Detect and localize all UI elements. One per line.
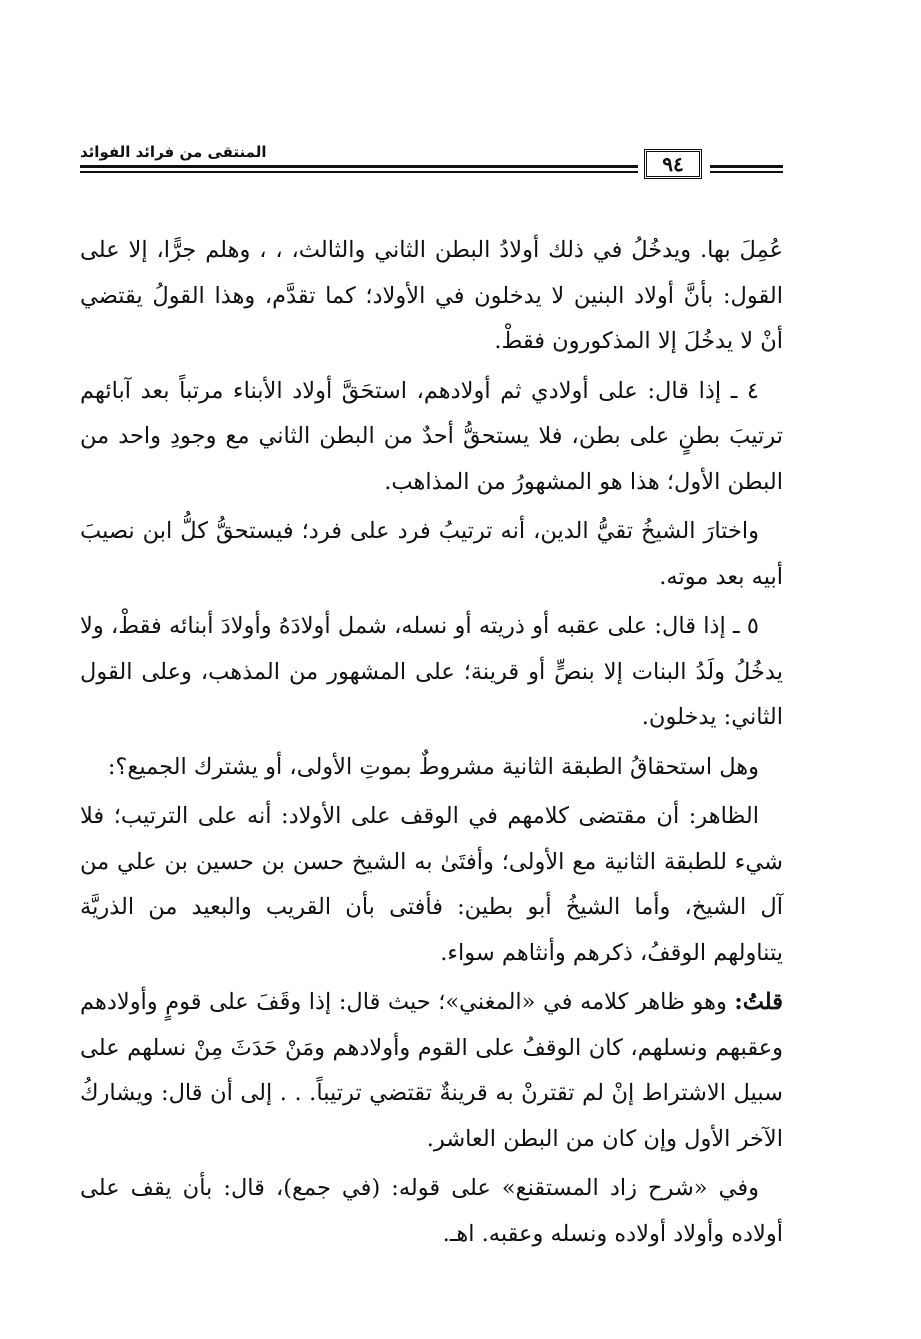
paragraph-text: وهو ظاهر كلامه في «المغني»؛ حيث قال: إذا وقَفَ على قومٍ وأولادهم وعقبهم ونسلهم، كان الوقفُ على القوم وأولادهم ومَنْ حَدَثَ مِنْ نسلهم على سبيل الاشتراط إنْ لم تقترنْ به قرينةٌ تقتضي ترتيباً. . . إلى أن قال: ويشاركُ الآخر الأول وإن كان من البطن العاشر. bbox=[80, 989, 783, 1152]
paragraph: عُمِلَ بها. ويدخُلُ في ذلك أولادُ البطن الثاني والثالث، ، ، وهلم جرًّا، إلا على القول: بأنَّ أولاد البنين لا يدخلون في الأولاد؛ كما تقدَّم، وهذا القولُ يقتضي أنْ لا يدخُلَ إلا المذكورون فقطْ. bbox=[80, 237, 783, 354]
header-rule bbox=[710, 165, 783, 168]
paragraph: واختارَ الشيخُ تقيُّ الدين، أنه ترتيبُ فرد على فرد؛ فيستحقُّ كلُّ ابن نصيبَ أبيه بعد موته. bbox=[80, 518, 783, 590]
header-rule bbox=[80, 171, 638, 173]
paragraph: ٥ ـ إذا قال: على عقبه أو ذريته أو نسله، شمل أولادَهُ وأولادَ أبنائه فقطْ، ولا يدخُلُ ولَدُ البنات إلا بنصٍّ أو قرينة؛ على المشهور من المذهب، وعلى القول الثاني: يدخلون. bbox=[80, 613, 783, 730]
book-title: المنتقى من فرائد الفوائد bbox=[80, 143, 267, 161]
paragraph: وفي «شرح زاد المستقنع» على قوله: (في جمع)، قال: بأن يقف على أولاده وأولاد أولاده ونسله وعقبه. اهـ. bbox=[80, 1175, 783, 1247]
header-rule bbox=[80, 165, 638, 168]
paragraph bbox=[80, 980, 783, 1162]
header-rule bbox=[710, 171, 783, 173]
page-number: ٩٤ bbox=[644, 149, 702, 179]
paragraph: الظاهر: أن مقتضى كلامهم في الوقف على الأولاد: أنه على الترتيب؛ فلا شيء للطبقة الثانية مع الأولى؛ وأفتَىٰ به الشيخ حسن بن حسين بن علي من آل الشيخ، وأما الشيخُ أبو بطين: فأفتى بأن القريب والبعيد من الذريَّة يتناولهم الوقفُ، ذكرهم وأنثاهم سواء. bbox=[80, 803, 783, 966]
paragraph: وهل استحقاقُ الطبقة الثانية مشروطٌ بموتِ الأولى، أو يشترك الجميع؟: bbox=[107, 753, 759, 780]
page-header bbox=[80, 143, 783, 183]
paragraph-lead: قلتُ: bbox=[734, 989, 783, 1015]
page-body bbox=[80, 228, 783, 1261]
paragraph: ٤ ـ إذا قال: على أولادي ثم أولادهم، استحَقَّ أولاد الأبناء مرتباً بعد آبائهم ترتيبَ بطنٍ على بطن، فلا يستحقُّ أحدٌ من البطن الثاني مع وجودِ واحد من البطن الأول؛ هذا هو المشهورُ من المذاهب. bbox=[80, 377, 783, 495]
